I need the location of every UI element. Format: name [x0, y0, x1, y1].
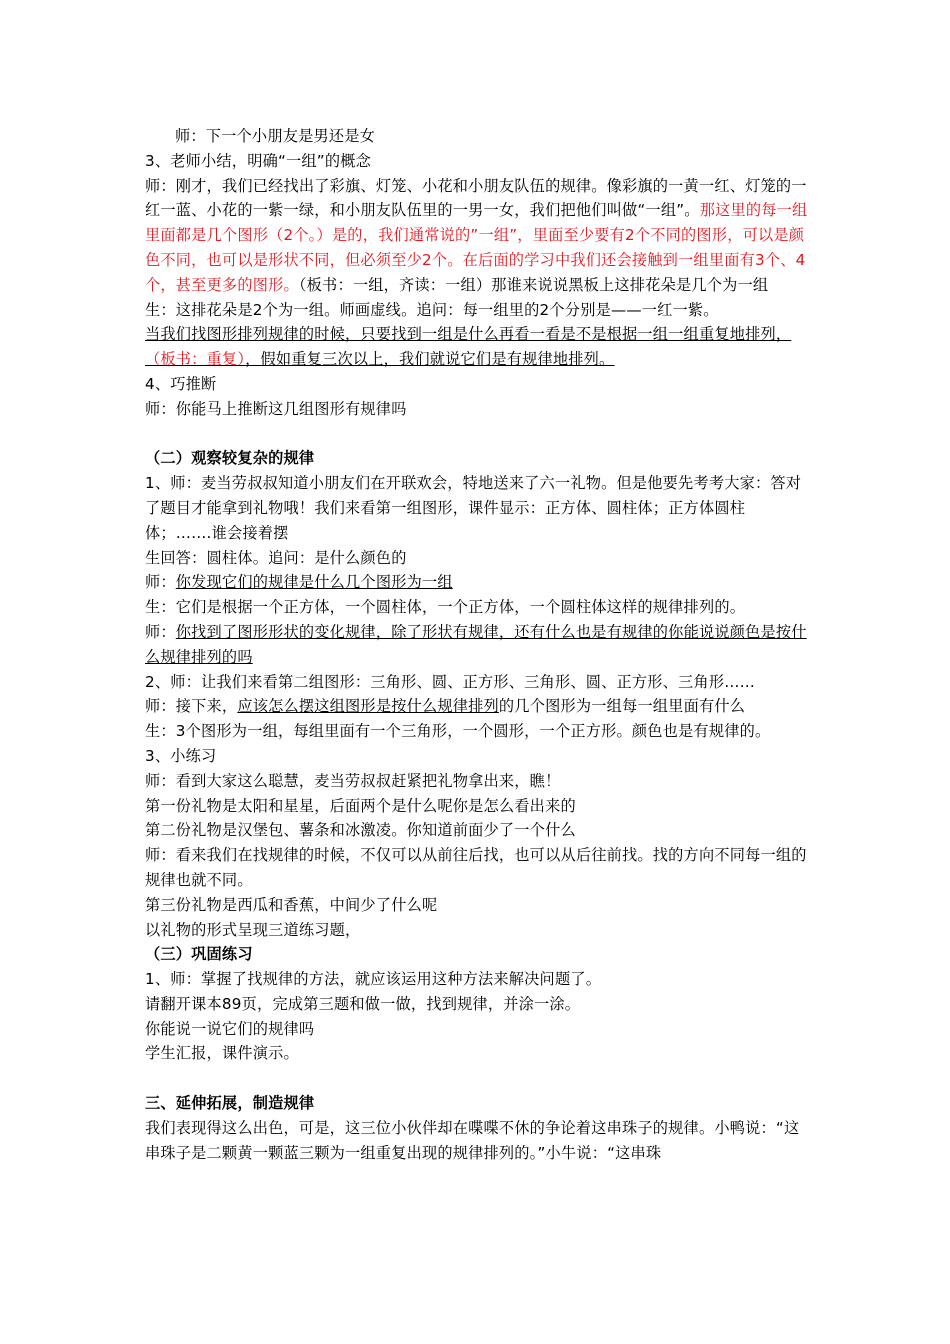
text-span: 师：	[145, 622, 176, 641]
paragraph	[145, 620, 810, 670]
text-span: 师：接下来，	[145, 697, 238, 716]
underlined-text: 你发现它们的规律是什么几个图形为一组	[175, 573, 453, 592]
subheading: 3、小练习	[145, 746, 217, 765]
paragraph: 1、师：掌握了找规律的方法，就应该运用这种方法来解决问题了。	[145, 970, 602, 989]
section-heading: 三、延伸拓展，制造规律	[145, 1094, 315, 1113]
section-heading: （三）巩固练习	[145, 945, 253, 964]
paragraph: 学生汇报，课件演示。	[145, 1044, 299, 1063]
text-span: （板书：一组，齐读：一组）那谁来说说黑板上这排花朵是几个为一组	[298, 275, 769, 294]
paragraph: 生回答：圆柱体。追问：是什么颜色的	[145, 548, 407, 567]
paragraph	[145, 570, 810, 595]
spacer	[145, 422, 810, 447]
text-span: 师：	[145, 573, 176, 592]
subheading: 3、老师小结，明确“一组”的概念	[145, 151, 372, 170]
paragraph: 第三份礼物是西瓜和香蕉，中间少了什么呢	[145, 895, 438, 914]
underlined-text: 应该怎么摆这组图形是按什么规律排列	[237, 697, 499, 716]
underlined-text: 你找到了图形形状的变化规律，除了形状有规律，还有什么也是有规律的你能说说颜色是按什么规律排列的吗	[145, 622, 807, 666]
paragraph: 生：这排花朵是2个为一组。师画虚线。追问：每一组里的2个分别是——一红一紫。	[145, 300, 719, 319]
red-highlight-text: （板书：重复）	[145, 350, 246, 369]
paragraph: 生：它们是根据一个正方体，一个圆柱体，一个正方体，一个圆柱体这样的规律排列的。	[145, 598, 746, 617]
paragraph: 师：看到大家这么聪慧，麦当劳叔叔赶紧把礼物拿出来，瞧！	[145, 771, 561, 790]
paragraph: 师：下一个小朋友是男还是女	[175, 127, 376, 145]
paragraph: 第二份礼物是汉堡包、薯条和冰激凌。你知道前面少了一个什么	[145, 821, 576, 840]
red-highlight-text: 那这里的每一组里面都是几个图形（2个。）是的，我们通常说的”一组”，里面至少要有2个不同的图形，可以是颜色不同，也可以是形状不同，但必须至少2个。在后面的学习中我们还会接触到一组里面有3个、4个，甚至更多的图形。	[145, 201, 808, 294]
paragraph: 我们表现得这么出色，可是，这三位小伙伴却在喋喋不休的争论着这串珠子的规律。小鸭说：“这串珠子是二颗黄一颗蓝三颗为一组重复出现的规律排列的。”小牛说：“这串珠	[145, 1118, 800, 1162]
underlined-paragraph	[145, 322, 810, 372]
subheading: 4、巧推断	[145, 374, 217, 393]
paragraph: 师：看来我们在找规律的时候，不仅可以从前往后找，也可以从后往前找。找的方向不同每一组的规律也就不同。	[145, 846, 807, 889]
paragraph: 生：3个图形为一组，每组里面有一个三角形，一个圆形，一个正方形。颜色也是有规律的。	[145, 722, 771, 741]
text-span: 师：刚才，我们已经找出了彩旗、灯笼、小花和小朋友队伍的规律。像彩旗的一黄一红、灯笼的一红一蓝、小花的一紫一绿，和小朋友队伍里的一男一女，我们把他们叫做“一组”。	[145, 176, 807, 220]
spacer	[145, 1066, 810, 1091]
paragraph: 你能说一说它们的规律吗	[145, 1019, 315, 1038]
text-span: 当我们找图形排列规律的时候，只要找到一组是什么再看一看是不是根据一组一组重复地排列，	[145, 325, 792, 344]
paragraph: 第一份礼物是太阳和星星，后面两个是什么呢你是怎么看出来的	[145, 796, 576, 815]
paragraph: 师：你能马上推断这几组图形有规律吗	[145, 399, 407, 418]
section-heading: （二）观察较复杂的规律	[145, 449, 315, 468]
text-span: 的几个图形为一组每一组里面有什么	[498, 697, 746, 716]
paragraph: 1、师：麦当劳叔叔知道小朋友们在开联欢会，特地送来了六一礼物。但是他要先考考大家：答对了题目才能拿到礼物哦！我们来看第一组图形，课件显示：正方体、圆柱体；正方体圆柱体；…….谁会接着摆	[145, 474, 802, 542]
paragraph	[145, 174, 810, 298]
document-page	[145, 124, 810, 1165]
text-span: ，假如重复三次以上，我们就说它们是有规律地排列。	[245, 350, 615, 369]
paragraph: 以礼物的形式呈现三道练习题，	[145, 920, 361, 939]
paragraph: 请翻开课本89页，完成第三题和做一做，找到规律，并涂一涂。	[145, 994, 581, 1013]
paragraph: 2、师：让我们来看第二组图形：三角形、圆、正方形、三角形、圆、正方形、三角形……	[145, 672, 755, 691]
paragraph	[145, 694, 810, 719]
